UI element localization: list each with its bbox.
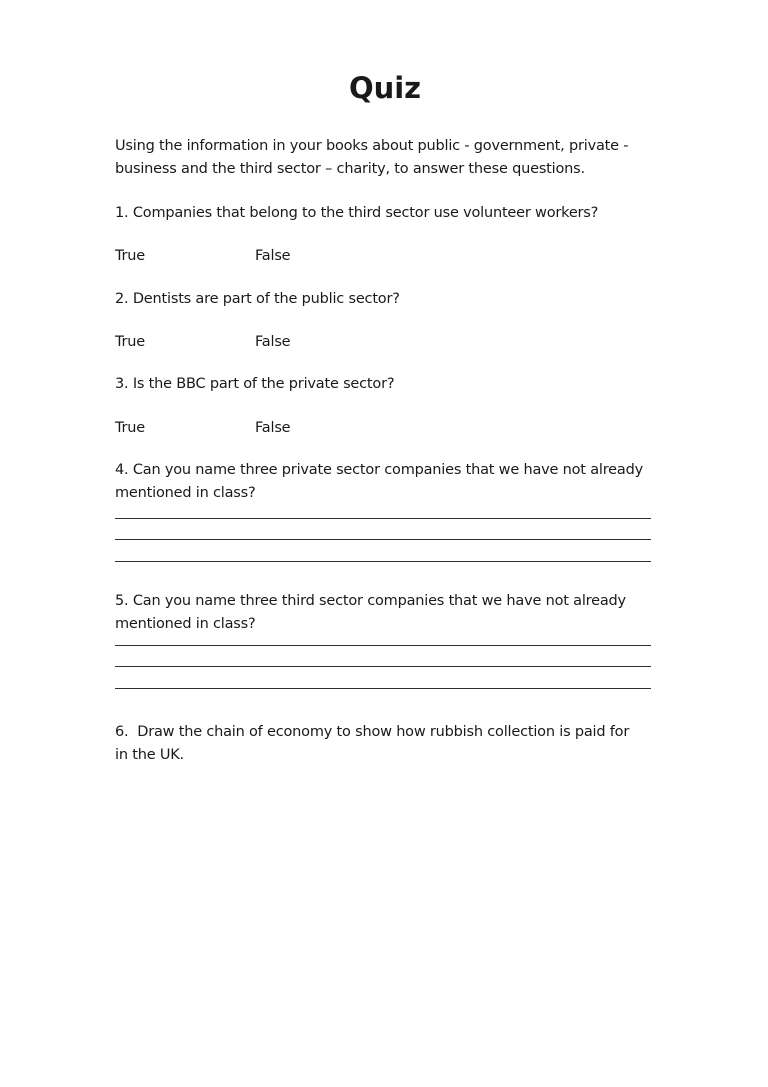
question-1-text: 1. Companies that belong to the third sector use volunteer workers? <box>115 205 599 221</box>
question-3 <box>115 373 655 396</box>
question-1 <box>115 202 655 225</box>
intro-line-1: Using the information in your books about public - government, private - <box>115 138 629 154</box>
page-title: Quiz <box>348 71 422 105</box>
question-3-false-option: False <box>255 420 291 436</box>
question-1-answer-options <box>115 245 655 268</box>
question-4-text-line-2: mentioned in class? <box>115 485 256 501</box>
question-5-text-line-2: mentioned in class? <box>115 616 256 632</box>
question-3-answer-options <box>115 417 655 440</box>
question-4-answer-lines <box>115 497 655 562</box>
intro-line-2: business and the third sector – charity, to answer these questions. <box>115 161 585 177</box>
question-3-true-option: True <box>115 420 145 436</box>
question-2-answer-options <box>115 331 655 354</box>
question-6 <box>115 721 655 767</box>
answer-blank-line <box>115 667 651 689</box>
question-4-text-line-1: 4. Can you name three private sector companies that we have not already <box>115 462 643 478</box>
question-2 <box>115 288 655 311</box>
question-6-text-line-1: 6. Draw the chain of economy to show how rubbish collection is paid for <box>115 724 630 740</box>
question-3-text: 3. Is the BBC part of the private sector? <box>115 376 395 392</box>
answer-blank-line <box>115 540 651 562</box>
document-content <box>115 0 655 767</box>
intro-paragraph <box>115 135 655 181</box>
answer-blank-line <box>115 646 651 668</box>
question-2-false-option: False <box>255 334 291 350</box>
question-2-true-option: True <box>115 334 145 350</box>
question-1-true-option: True <box>115 248 145 264</box>
question-1-false-option: False <box>255 248 291 264</box>
question-5-text-line-1: 5. Can you name three third sector companies that we have not already <box>115 593 626 609</box>
question-2-text: 2. Dentists are part of the public sector? <box>115 291 400 307</box>
answer-blank-line <box>115 519 651 541</box>
question-6-text-line-2: in the UK. <box>115 747 184 763</box>
